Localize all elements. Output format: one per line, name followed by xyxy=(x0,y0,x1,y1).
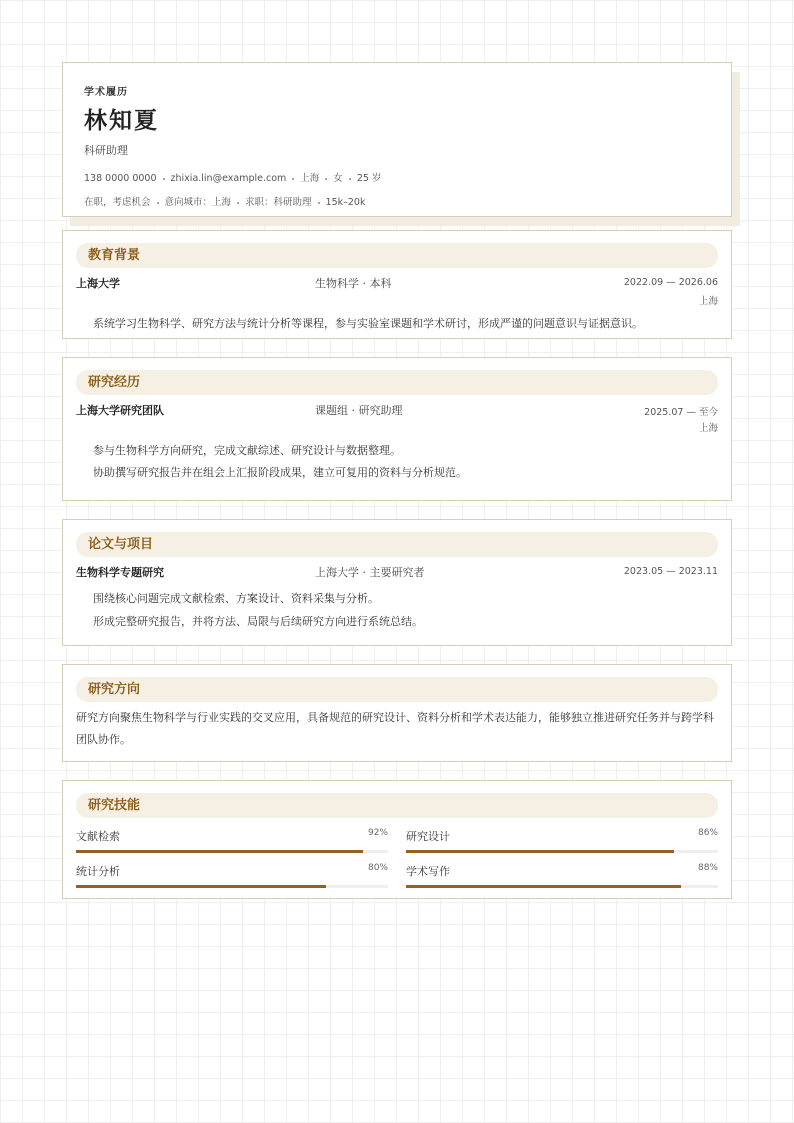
skill-bar-fill xyxy=(76,885,326,888)
skill-bar-track xyxy=(76,850,388,853)
research-entry xyxy=(76,402,718,422)
list-item: 形成完整研究报告，并将方法、局限与后续研究方向进行系统总结。 xyxy=(93,615,423,628)
skill-name: 研究设计 xyxy=(406,830,450,843)
school-name: 上海大学 xyxy=(76,277,120,290)
age: 25 岁 xyxy=(356,173,382,184)
skill-percent: 92% xyxy=(367,828,388,838)
location: 上海 xyxy=(698,423,718,434)
city: 上海 xyxy=(300,173,320,184)
skills-grid xyxy=(76,826,718,896)
job-intent-line xyxy=(84,194,710,208)
gender: 女 xyxy=(333,173,343,184)
education-entry xyxy=(76,275,718,295)
list-item: 围绕核心问题完成文献检索、方案设计、资料采集与分析。 xyxy=(93,592,379,605)
skill-bar-fill xyxy=(76,850,363,853)
header-card xyxy=(62,62,740,226)
projects-section xyxy=(62,519,732,646)
skill-name: 文献检索 xyxy=(76,830,120,843)
list-item: 协助撰写研究报告并在组会上汇报阶段成果，建立可复用的资料与分析规范。 xyxy=(93,466,467,479)
skills-section xyxy=(62,780,732,899)
candidate-role: 科研助理 xyxy=(84,144,128,157)
position: 课题组 · 研究助理 xyxy=(315,404,403,417)
period: 2023.05 — 2023.11 xyxy=(623,566,718,577)
section-title: 论文与项目 xyxy=(76,532,718,557)
skill-bar-track xyxy=(406,850,718,853)
skill-percent: 80% xyxy=(367,863,388,873)
candidate-name: 林知夏 xyxy=(84,108,159,134)
target-city: 意向城市：上海 xyxy=(164,197,232,208)
section-title: 教育背景 xyxy=(76,243,718,268)
section-title: 研究经历 xyxy=(76,370,718,395)
skill-item xyxy=(76,861,388,891)
section-title: 研究技能 xyxy=(76,793,718,818)
education-section xyxy=(62,230,732,339)
interests-section xyxy=(62,664,732,762)
separator-dot xyxy=(157,202,159,204)
project-role: 上海大学 · 主要研究者 xyxy=(315,566,425,579)
skill-item xyxy=(76,826,388,856)
header xyxy=(62,62,732,217)
major: 生物科学 · 本科 xyxy=(315,277,392,290)
salary: 15k–20k xyxy=(325,197,366,208)
skill-name: 学术写作 xyxy=(406,865,450,878)
organization: 上海大学研究团队 xyxy=(76,404,164,417)
skill-bar-track xyxy=(406,885,718,888)
separator-dot xyxy=(325,178,327,180)
separator-dot xyxy=(318,202,320,204)
separator-dot xyxy=(237,202,239,204)
contact-line xyxy=(84,170,710,184)
skill-item xyxy=(406,826,718,856)
skill-percent: 86% xyxy=(697,828,718,838)
job-status: 在职，考虑机会 xyxy=(84,197,151,208)
skill-bar-fill xyxy=(406,850,674,853)
period: 2022.09 — 2026.06 xyxy=(623,277,718,288)
description: 系统学习生物科学、研究方法与统计分析等课程，参与实验室课题和学术研讨，形成严谨的问题意识与证据意识。 xyxy=(93,317,643,330)
skill-bar-fill xyxy=(406,885,681,888)
period: 2025.07 — 至今 xyxy=(644,407,718,418)
skill-name: 统计分析 xyxy=(76,865,120,878)
location: 上海 xyxy=(698,296,718,307)
skill-item xyxy=(406,861,718,891)
skill-percent: 88% xyxy=(697,863,718,873)
target-job: 求职：科研助理 xyxy=(245,197,312,208)
separator-dot xyxy=(163,178,165,180)
interests-text: 研究方向聚焦生物科学与行业实践的交叉应用，具备规范的研究设计、资料分析和学术表达能力，能够独立推进研究任务并与跨学科团队协作。 xyxy=(76,711,714,746)
list-item: 参与生物科学方向研究，完成文献综述、研究设计与数据整理。 xyxy=(93,444,401,457)
separator-dot xyxy=(292,178,294,180)
section-title: 研究方向 xyxy=(76,677,718,702)
email: zhixia.lin@example.com xyxy=(170,173,287,184)
research-section xyxy=(62,357,732,501)
project-entry xyxy=(76,564,718,584)
phone: 138 0000 0000 xyxy=(84,173,157,184)
separator-dot xyxy=(349,178,351,180)
skill-bar-track xyxy=(76,885,388,888)
project-name: 生物科学专题研究 xyxy=(76,566,164,579)
document-type: 学术履历 xyxy=(84,87,128,98)
